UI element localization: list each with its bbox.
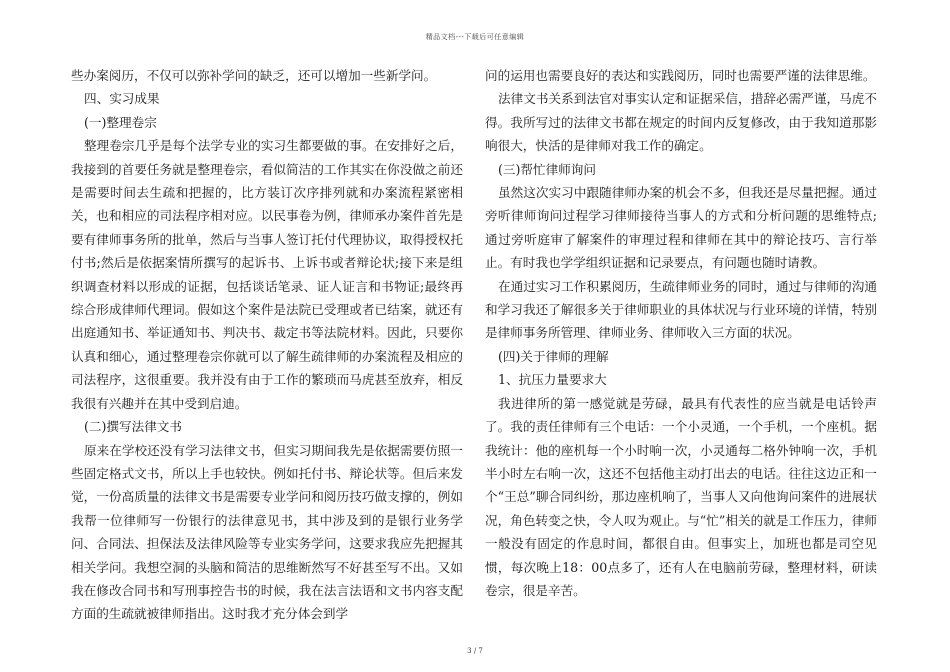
- subsection-heading: (四)关于律师的理解: [498, 348, 609, 364]
- paragraph: 在通过实习工作积累阅历，生疏律师业务的同时，通过与律师的沟通和学习我还了解很多关于律师职业的具体状况与行业环境的详情，特别是律师事务所管理、律师业务、律师收入三方面的状况。: [485, 278, 877, 341]
- paragraph: 原来在学校还没有学习法律文书，但实习期间我先是依据需要仿照一些固定格式文书，所以上手也较快。例如托付书、辩论状等。但后来发觉，一份高质量的法律文书是需要专业学问和阅历技巧做支撑的，例如我帮一位律师写一份银行的法律意见书，其中涉及到的是银行业务学问、合同法、担保法及法律风险等专业实务学问，这要求我应先把握其相关学问。我想空洞的头脑和简洁的思维断然写不好甚至写不出。又如我在修改合同书和写刑事控告书的时候，我在法言法语和文书内容支配方面的生疏就被律师指出。这时我才充分体会到学: [71, 442, 463, 622]
- paragraph: 我进律所的第一感觉就是劳碌，最具有代表性的应当就是电话铃声了。我的责任律师有三个电话：一个小灵通，一个手机，一个座机。据我统计：他的座机每一个小时响一次，小灵通每二格外钟响一次，手机半小时左右响一次，这还不包括他主动打出去的电话。往往这边正和一个“王总”聊合同纠纷，那边座机响了，当事人又向他询问案件的进展状况，角色转变之快，令人叹为观止。与“忙”相关的就是工作压力，律师一般没有固定的作息时间，都很自由。但事实上，加班也都是司空见惯，每次晚上18：00点多了，还有人在电脑前劳碌，整理材料，研读卷宗，很是辛苦。: [485, 395, 877, 598]
- subsection-heading: (一)整理卷宗: [84, 114, 157, 130]
- paragraph: 虽然这次实习中跟随律师办案的机会不多，但我还是尽量把握。通过旁听律师询问过程学习律师接待当事人的方式和分析问题的思维特点;通过旁听庭审了解案件的审理过程和律师在其中的辩论技巧、言行举止。有时我也学学组织证据和记录要点，有问题也随时请教。: [485, 185, 877, 271]
- paragraph: 问的运用也需要良好的表达和实践阅历，同时也需要严谨的法律思维。: [485, 68, 876, 83]
- subsection-heading: (二)撰写法律文书: [84, 419, 182, 435]
- subsection-heading: 1、抗压力量要求大: [498, 372, 607, 388]
- page-header: 精品文档---下载后可任意编辑: [425, 33, 525, 41]
- left-column: [71, 64, 463, 626]
- subsection-heading: (三)帮忙律师询问: [498, 161, 596, 177]
- page-number: 3 / 7: [467, 647, 483, 655]
- section-heading: 四、实习成果: [84, 91, 160, 107]
- paragraph: 整理卷宗几乎是每个法学专业的实习生都要做的事。在安排好之后，我接到的首要任务就是整理卷宗，看似简洁的工作其实在你没做之前还是需要时间去生疏和把握的，比方装订次序排列就和办案流程紧密相关，也和相应的司法程序相对应。以民事卷为例，律师承办案件首先是要有律师事务所的批单，然后与当事人签订托付代理协议，取得授权托付书;然后是依据案情所撰写的起诉书、上诉书或者辩论状;接下来是组织调查材料以形成的证据，包括谈话笔录、证人证言和书物证;最终再综合形成律师代理词。假如这个案件是法院已受理或者已结案，就还有出庭通知书、举证通知书、判决书、裁定书等法院材料。因此，只要你认真和细心，通过整理卷宗你就可以了解生疏律师的办案流程及相应的司法程序，这很重要。我并没有由于工作的繁琐而马虎甚至放弃，相反我很有兴趣并在其中受到启迪。: [71, 138, 463, 411]
- paragraph: 些办案阅历，不仅可以弥补学问的缺乏，还可以增加一些新学问。: [71, 68, 437, 83]
- paragraph: 法律文书关系到法官对事实认定和证据采信，措辞必需严谨，马虎不得。我所写过的法律文书都在规定的时间内反复修改，由于我知道那影响很大，快活的是律师对我工作的确定。: [485, 91, 877, 154]
- right-column: [485, 64, 877, 602]
